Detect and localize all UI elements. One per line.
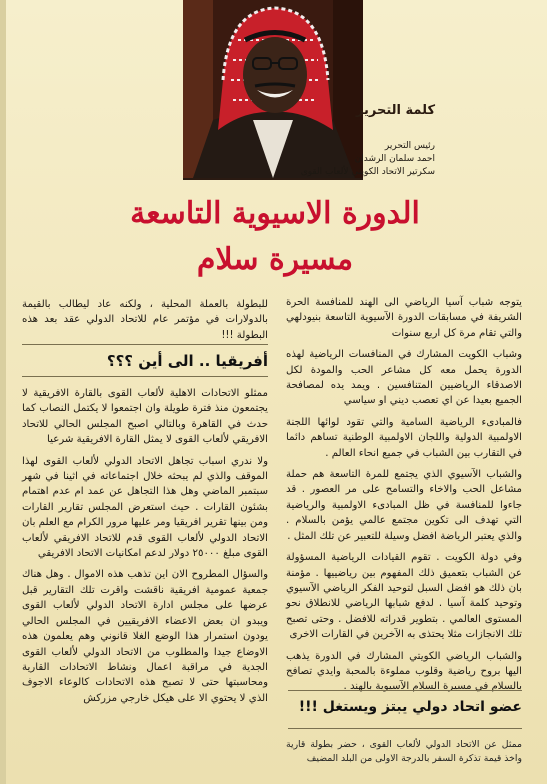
section-divider	[22, 376, 268, 377]
article-paragraph: يتوجه شباب آسيا الرياضي الى الهند للمنافسة الحرة الشريفة في مسابقات الدورة الآسيوية التاسعة بنيودلهي والتي تقام مرة كل اربع سنوات	[286, 297, 522, 339]
article-paragraph: ممثلو الاتحادات الاهلية لألعاب القوى بالقارة الافريقية لا يجتمعون منذ فترة طويلة وان اجتمعوا لا يكتمل النصاب كما حدث في القاهرة وبالتالي اصبح المجلس الحالي للاتحاد الافريقي لألعاب القوى لا يمثل القارة الافريقية شرعيا	[22, 388, 268, 446]
member-paragraph: ممثل عن الاتحاد الدولي لألعاب القوى ، حضر بطولة قارية واخذ قيمة تذكرة السفر بالدرجة الاولى من البلد المضيف	[286, 739, 522, 764]
editor-byline	[301, 140, 435, 179]
section-divider	[288, 690, 522, 691]
page-edge	[0, 0, 6, 784]
article-paragraph: وفي دولة الكويت . تقوم القيادات الرياضية المسؤولة عن الشباب بتعميق ذلك المفهوم بين رياضييها . مؤمنة بان ذلك هو افضل السبل لتوحيد الفكر الرياضي الآسيوي وتوحيد كلمة آسيا . لدفع شبابها الرياضي للانطلاق نحو المستوى العالمي . بتطوير قدراته للافضل . وحتى تصبح تلك الانجازات مثلا يحتذى به الآخرين في القارات الاخرى	[286, 552, 522, 641]
member-heading: عضو اتحاد دولي يبتز ويستغل !!!	[298, 699, 522, 715]
byline-role: رئيس التحرير	[384, 141, 435, 151]
article-paragraph: ولا ندري اسباب تجاهل الاتحاد الدولي لألعاب القوى لهذا الموقف والذي لم يبحثه خلال اجتماعاته في اثينا في شهر سبتمبر الماضي وهل هذا التجاهل عن عمد ام عدم اهتمام بشئون القارات . حيث استعرض المجلس تقارير القارات ومن بينها تقرير افريقيا ومر عليها مرور الكرام مع العلم بان الاتحاد الدولي لألعاب القوى قدم للاتحاد الافريقي لألعاب القوى مبلغ ٢٥٠٠٠ دولار لدعم امكانيات الاتحاد الافريقي	[22, 455, 268, 560]
section-divider	[288, 728, 522, 729]
left-top-paragraph: للبطولة بالعملة المحلية ، ولكنه عاد ليطالب بالقيمة بالدولارات في مؤتمر عام للاتحاد الدولي عقد بعد هذه البطولة !!!	[22, 299, 268, 341]
main-title-line2: مسيرة سلام	[196, 242, 354, 277]
byline-position: سكرتير الاتحاد الكويتي لألعاب القوى	[300, 167, 435, 177]
article-paragraph: والشباب الآسيوي الذي يجتمع للمرة التاسعة هم حملة مشاعل الحب والاخاء والتسامح على مر العصور . قد جاءوا للمنافسة في ظل المبادىء الاولمبية والرياضية التي تهدف الى تكوين مجتمع عالمي يؤمن بالسلام . والذي يعتبر الرياضة افضل وسيلة للتعبير عن تلك المثل .	[286, 469, 522, 542]
editorial-article	[286, 295, 522, 701]
africa-article	[22, 386, 268, 712]
editorial-column-label: كلمة التحرير	[355, 103, 435, 118]
main-title-line1: الدورة الاسيوية التاسعة	[130, 196, 420, 231]
byline-name: احمد سلمان الرشدان	[354, 154, 435, 164]
article-paragraph: والشباب الرياضي الكويتي المشارك في الدورة يذهب اليها بروح رياضية وقلوب مملوءة بالمحبة وايدي تصافح بالسلام في مسيرة السلام الآسيوية بالهند .	[286, 650, 522, 693]
article-paragraph: والسؤال المطروح الان اين تذهب هذه الاموال . وهل هناك جمعية عمومية افريقية ناقشت واقرت تلك التقارير قبل عرضها على مجلس ادارة الاتحاد الدولي لألعاب القوى ويبدو ان بعض الاعضاء الافريقيين في المجلس الحالي يودون استمرار هذا الوضع الغلا قانوني وهم يعلمون هذه الاوضاع جيدا والمطلوب من الاتحاد الدولي لألعاب القوى الجدية في مراقبة اعمال ونشاط الاتحادات القارية ومحاسبتها حتى لا تصبح هذه الاتحادات كالوعاء الاجوف الذي لا يحتوي الا على هيكل خارجي مزركش	[22, 569, 268, 704]
section-divider	[22, 344, 268, 345]
article-paragraph: فالمبادىء الرياضية السامية والتي تقود لوائها اللجنة الاولمبية الدولية واللجان الاولمبية الوطنية تساهم دائما في التقارب بين الشباب في جميع انحاء العالم .	[286, 416, 522, 459]
africa-heading: أفريقيا .. الى أين ؟؟؟	[106, 352, 268, 370]
article-paragraph: وشباب الكويت المشارك في المنافسات الرياضية لهذه الدورة يحمل معه كل مشاعر الحب والمودة لكل الاصدقاء الرياضيين المتنافسين . ويمد يده لمصافحة الجميع بعيدا عن اي تعصب ديني او سياسي	[286, 349, 522, 407]
